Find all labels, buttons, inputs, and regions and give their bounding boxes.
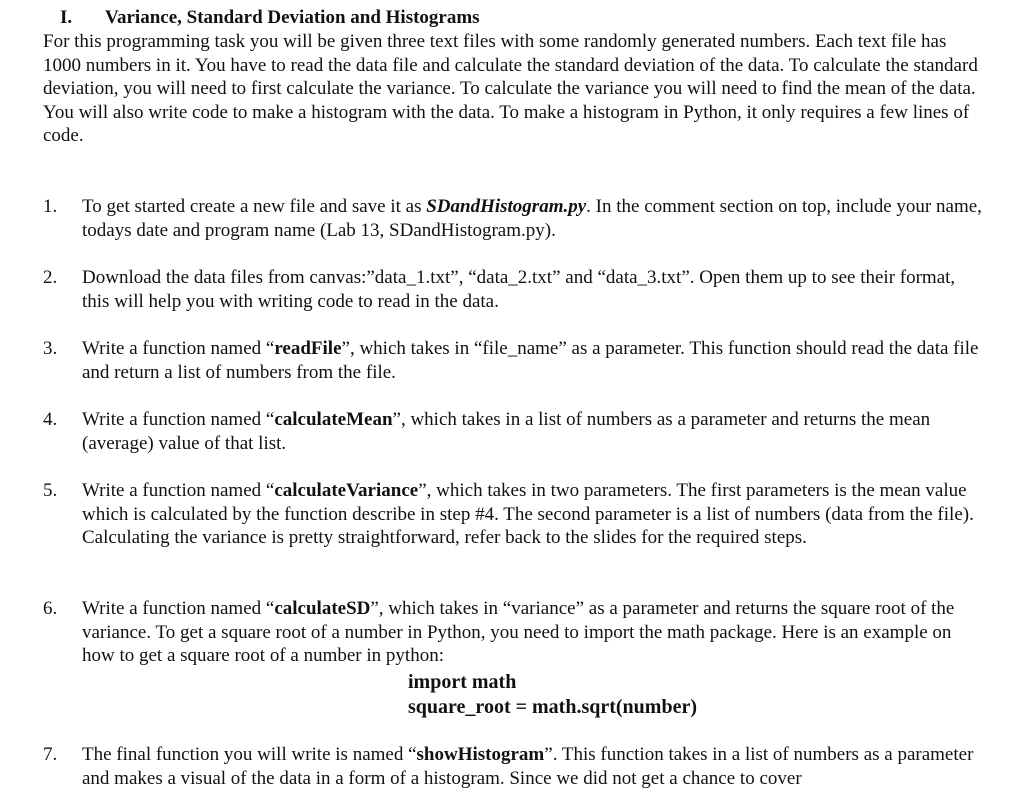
step-text: Write a function named “calculateVariance”, which takes in two parameters. The first parameters is the mean value which is calculated by the function describe in step #4. The second parameter is a list of numbers (data from the file). Calculating the variance is pretty straightforward, refer back to the slides for the required steps. — [82, 480, 974, 549]
code-line-sqrt: square_root = math.sqrt(number) — [408, 696, 697, 718]
section-heading — [60, 6, 480, 29]
step-text: The final function you will write is named “showHistogram”. This function takes in a list of numbers as a parameter and makes a visual of the data in a form of a histogram. Since we did not get a chance to cover — [82, 744, 974, 789]
step-2 — [43, 266, 1003, 313]
step-marker: 6. — [43, 598, 58, 619]
function-name: calculateVariance — [274, 480, 419, 501]
function-name: readFile — [274, 338, 342, 359]
step-text: Download the data files from canvas:”data_1.txt”, “data_2.txt” and “data_3.txt”. Open them up to see their format, this will help you with writing code to read in the data. — [82, 267, 956, 312]
filename-emphasis: SDandHistogram.py — [426, 196, 587, 217]
step-marker: 1. — [43, 196, 58, 217]
step-marker: 3. — [43, 338, 58, 359]
step-marker: 4. — [43, 409, 58, 430]
code-line-import: import math — [408, 671, 517, 693]
step-text: To get started create a new file and save it as SDandHistogram.py. In the comment section on top, include your name, todays date and program name (Lab 13, SDandHistogram.py). — [82, 196, 982, 241]
section-number: I. — [60, 7, 73, 28]
step-text: Write a function named “calculateMean”, which takes in a list of numbers as a parameter and returns the mean (average) value of that list. — [82, 409, 931, 454]
step-marker: 5. — [43, 480, 58, 501]
function-name: calculateMean — [274, 409, 393, 430]
function-name: calculateSD — [274, 598, 371, 619]
code-example — [408, 670, 697, 720]
intro-paragraph: For this programming task you will be given three text files with some randomly generated numbers. Each text file has 1000 numbers in it. You have to read the data file and calculate the standard deviation of the data. To calculate the standard deviation, you will need to first calculate the variance. To calculate the variance you will need to find the mean of the data. You will also write code to make a histogram with the data. To make a histogram in Python, it only requires a few lines of code. — [43, 31, 978, 147]
step-6 — [43, 597, 1003, 668]
function-name: showHistogram — [416, 744, 545, 765]
step-text: Write a function named “calculateSD”, which takes in “variance” as a parameter and returns the square root of the variance. To get a square root of a number in Python, you need to import the math package. Here is an example on how to get a square root of a number in python: — [82, 598, 955, 667]
step-7 — [43, 743, 1003, 790]
step-marker: 7. — [43, 744, 58, 765]
step-text: Write a function named “readFile”, which takes in “file_name” as a parameter. This function should read the data file and return a list of numbers from the file. — [82, 338, 979, 383]
section-title: Variance, Standard Deviation and Histograms — [105, 7, 480, 28]
step-5 — [43, 479, 1003, 550]
step-3 — [43, 337, 1003, 384]
step-1 — [43, 195, 1003, 242]
step-4 — [43, 408, 1003, 455]
step-marker: 2. — [43, 267, 58, 288]
